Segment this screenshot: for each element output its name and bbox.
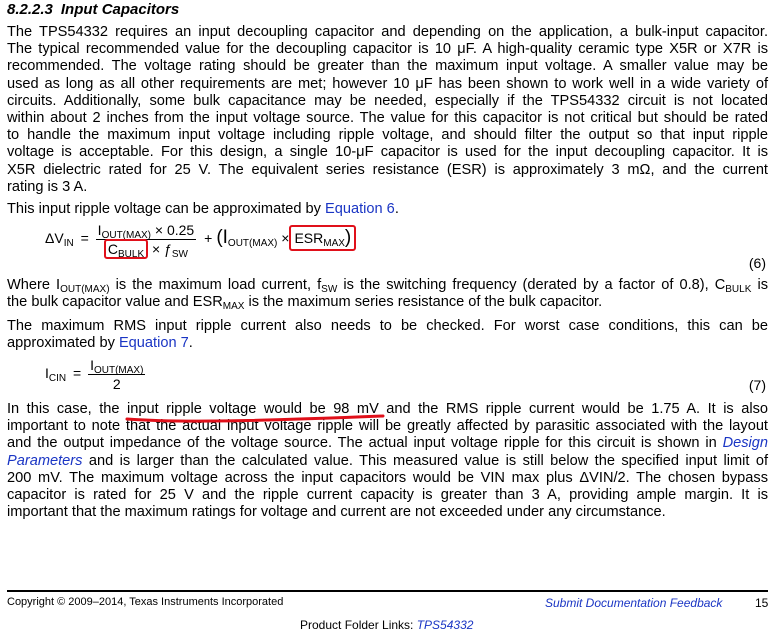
section-title: Input Capacitors <box>60 1 180 18</box>
text-line: within about 2 inches from the input voltage source. The value for this capacitor is not critical but should be rated <box>7 110 768 127</box>
equation-7-number: (7) <box>748 377 766 393</box>
text-line: to handle the maximum input voltage including ripple voltage, and should filter the output so that input ripple <box>7 127 768 144</box>
text-line: circuits. Additionally, some bulk capacitance may be needed, especially if the TPS54332 circuit is not located <box>7 92 768 109</box>
paragraph-where: Where $I_{OUT(MAX)}$ is the maximum load current, $f_{SW}$ is the switching frequency (derated by a factor of 0.8), $C_{BULK}$ is the bulk capacitor value and $ESR_{MAX}$ is the maximum series resistance of the bulk capacitor. <box>7 277 768 313</box>
text-line: The TPS54332 requires an input decoupling capacitor and depending on the application, a bulk-input capacitor. <box>7 24 768 40</box>
section-heading <box>7 1 179 18</box>
paragraph-conclusion: In this case, the input ripple voltage would be 98 mV and the RMS ripple current would be 1.75 A. It is also important to note that the actual input voltage ripple will be greatly affected by parasitic associated with the layout and the output impedance of the voltage source. The actual input voltage ripple for this circuit is shown in Design Parameters and is larger than the calculated value. This measured value is still below the specified input limit of 200 mV. The maximum voltage across the input capacitors would be VIN max plus ΔVIN/2. The chosen bypass capacitor is rated for 25 V and the ripple current capacity is greater than 3 A, providing ample margin. It is important that the maximum ratings for voltage and current are not exceeded under any circumstance. <box>7 401 768 521</box>
equation-6-link[interactable]: Equation 6 <box>325 201 395 217</box>
annotation-box-esr: $ESR_{MAX}$) <box>289 225 356 251</box>
equation-7-fraction <box>88 357 145 392</box>
equation-6: $\Delta V_{IN}$ = $\frac{I_{OUT(MAX)} \times 0.25}{C_{BULK} \times ƒ_{SW}}$ + $(I_{OUT(MAX)} \times ESR_{MAX})$ <box>45 222 356 257</box>
paragraph-rms: The maximum RMS input ripple current also needs to be checked. For worst case conditions, this can be approximated by Equation 7. <box>7 318 768 352</box>
fraction-denominator: 2 <box>112 376 121 392</box>
footer-copyright: Copyright © 2009–2014, Texas Instruments Incorporated <box>7 596 284 608</box>
paragraph-equation6-intro: This input ripple voltage can be approximated by Equation 6. <box>7 201 399 217</box>
equation-7-link[interactable]: Equation 7 <box>118 335 189 352</box>
annotation-box-cbulk: $C_{BULK}$ <box>104 239 148 259</box>
text-line: recommended. The voltage rating should be greater than the maximum input voltage. A smaller value may be <box>7 58 768 75</box>
product-folder-links: Product Folder Links: TPS54332 <box>300 618 474 632</box>
fraction-numerator: $I_{OUT(MAX)}$ <box>90 357 144 376</box>
text-line: X5R dielectric rated for 25 V. The equivalent series resistance (ESR) is approximately 3 mΩ, and the current <box>7 161 768 178</box>
fraction-numerator: $I_{OUT(MAX)} \times 0.25$ <box>97 222 195 241</box>
text-line: The typical recommended value for the decoupling capacitor is 10 μF. A high-quality ceramic type X5R or X7R is <box>7 41 768 58</box>
text-line: used as long as all other requirements are met; however 10 μF has been shown to work well in a wide variety of <box>7 75 768 92</box>
equation-6-fraction <box>96 222 197 260</box>
section-number: 8.2.2.3 <box>7 1 53 18</box>
fraction-denominator: $C_{BULK}$ × $ƒ_{SW}$ <box>96 240 197 257</box>
equation-6-number: (6) <box>748 255 766 271</box>
product-link-tps54332[interactable]: TPS54332 <box>416 618 474 632</box>
text-line: voltage is acceptable. For this design, a single 10-μF capacitor is used for the input decoupling capacitor. It is <box>7 144 768 161</box>
footer-rule <box>7 590 768 592</box>
text-line: rating is 3 A. <box>7 178 88 195</box>
design-parameters-link-cont[interactable]: Parameters <box>7 452 83 469</box>
submit-feedback-link[interactable]: Submit Documentation Feedback <box>545 596 723 610</box>
equation-7: $I_{CIN}$ = $\frac{I_{OUT(MAX)}}{2}$ <box>45 357 144 392</box>
paragraph-intro <box>7 24 768 196</box>
design-parameters-link[interactable]: Design <box>722 435 768 452</box>
page-number: 15 <box>755 596 769 610</box>
